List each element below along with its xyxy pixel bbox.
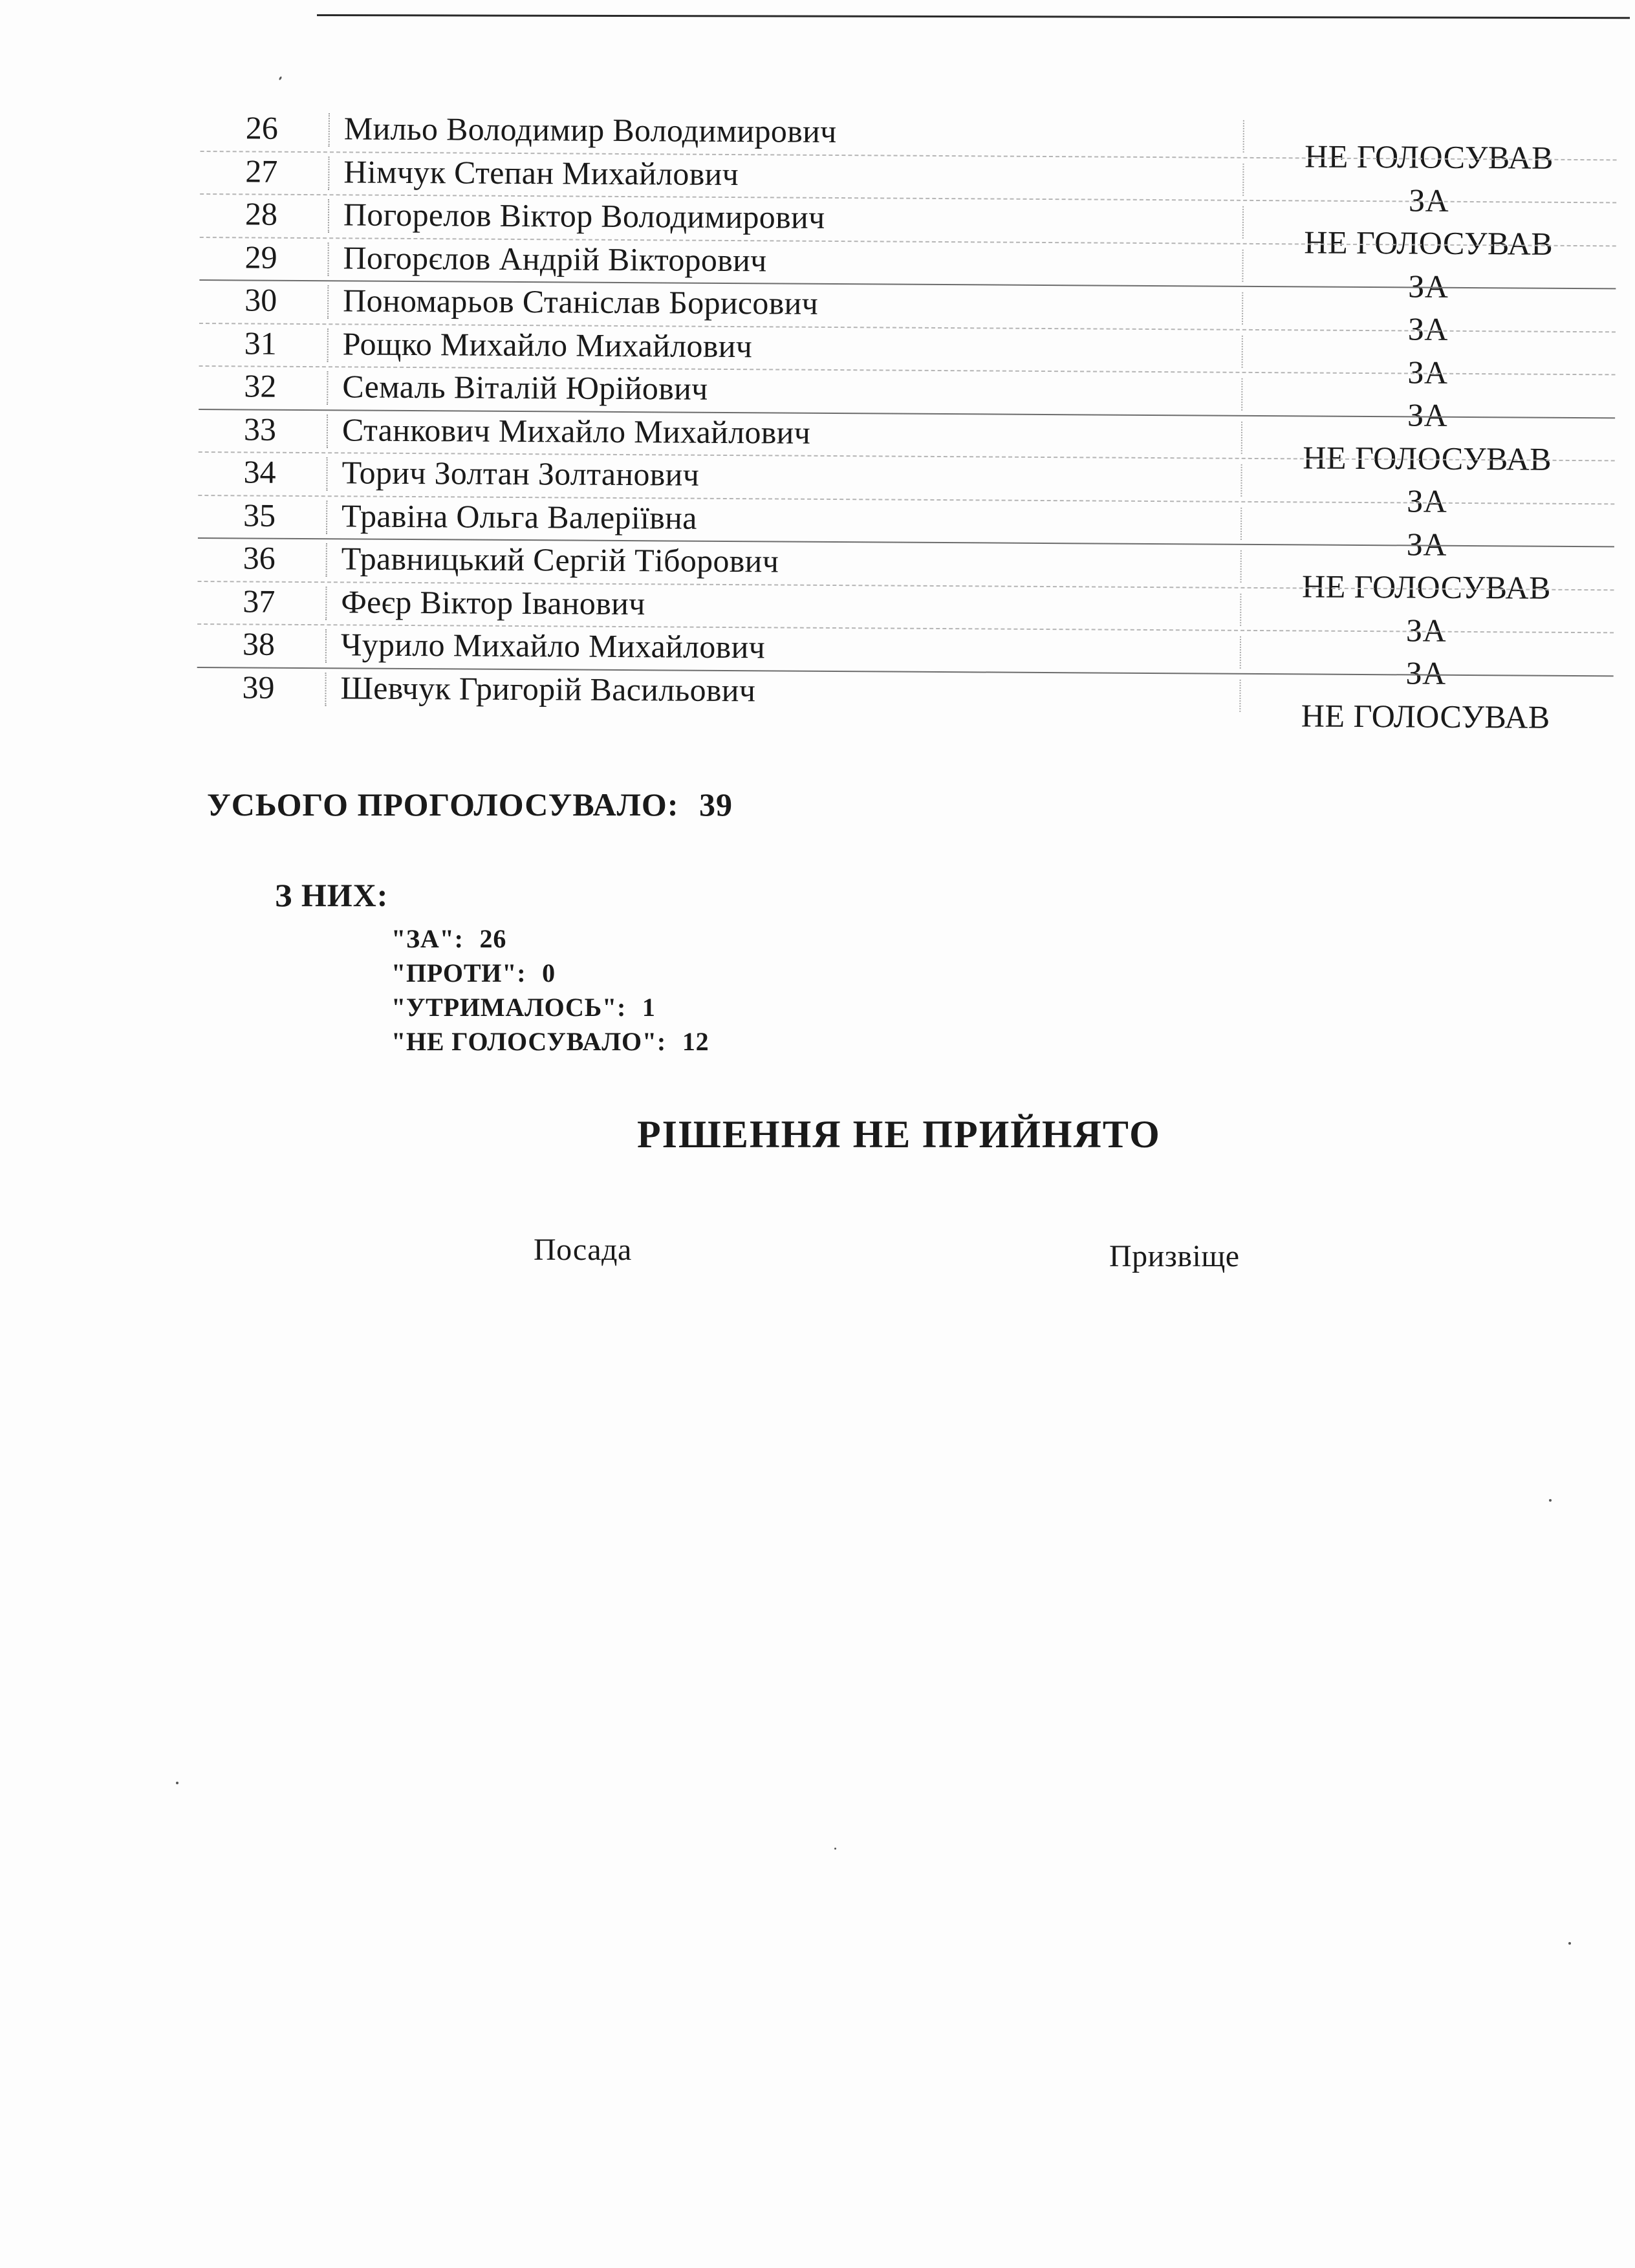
row-number: 31: [244, 324, 277, 362]
vote-result: ЗА: [1407, 482, 1447, 519]
column-divider: [325, 673, 326, 706]
vote-result: ЗА: [1407, 353, 1448, 391]
column-divider: [325, 587, 327, 620]
deputy-name: Феєр Віктор Іванович: [341, 583, 645, 621]
deputy-name: Мильо Володимир Володимирович: [343, 110, 837, 150]
row-number: 27: [245, 152, 278, 189]
column-divider: [1242, 292, 1243, 325]
row-number: 26: [245, 109, 278, 146]
breakdown-value: 1: [642, 993, 656, 1022]
column-divider: [326, 457, 327, 491]
row-number: 34: [243, 453, 276, 490]
top-rule: [317, 14, 1630, 19]
vote-result: ЗА: [1405, 654, 1446, 691]
row-number: 29: [244, 238, 277, 275]
deputy-name: Семаль Віталій Юрійович: [342, 368, 708, 407]
deputy-name: Чурило Михайло Михайлович: [340, 626, 766, 665]
breakdown-value: 0: [542, 958, 556, 988]
breakdown-label: "УТРИМАЛОСЬ":: [391, 993, 627, 1022]
deputy-name: Погорєлов Андрій Вікторович: [343, 239, 767, 278]
row-number: 33: [243, 410, 277, 448]
row-number: 37: [243, 582, 276, 620]
vote-result: ЗА: [1406, 525, 1447, 563]
vote-result: НЕ ГОЛОСУВАВ: [1304, 224, 1554, 262]
column-divider: [329, 113, 330, 147]
breakdown-list: [391, 922, 709, 1059]
breakdown-item-abstained: [391, 990, 709, 1024]
scan-speck: [1549, 1499, 1552, 1502]
vote-result: НЕ ГОЛОСУВАВ: [1305, 138, 1554, 176]
row-number: 28: [244, 195, 278, 232]
column-divider: [1241, 378, 1242, 411]
column-divider: [1239, 679, 1240, 711]
table-row: [197, 667, 1613, 735]
vote-result: НЕ ГОЛОСУВАВ: [1301, 568, 1552, 606]
vote-result: ЗА: [1408, 181, 1449, 219]
column-divider: [327, 243, 329, 276]
breakdown-title: З НИХ:: [275, 877, 389, 913]
deputy-name: Рощко Михайло Михайлович: [342, 325, 753, 364]
breakdown-item-against: [391, 956, 709, 990]
breakdown-label: "НЕ ГОЛОСУВАЛО":: [391, 1027, 666, 1056]
vote-result: НЕ ГОЛОСУВАВ: [1303, 438, 1552, 477]
position-label: Посада: [534, 1233, 632, 1267]
column-divider: [326, 543, 327, 577]
breakdown-label: "ЗА":: [391, 924, 464, 953]
row-number: 39: [242, 668, 275, 706]
breakdown-item-for: [391, 922, 709, 956]
column-divider: [1242, 249, 1243, 281]
breakdown-value: 12: [682, 1027, 709, 1056]
column-divider: [1240, 550, 1242, 583]
column-divider: [1240, 636, 1241, 669]
deputy-name: Травіна Ольга Валеріївна: [341, 497, 697, 536]
deputy-name: Німчук Степан Михайлович: [343, 153, 739, 192]
column-divider: [327, 415, 328, 448]
deputy-name: Торич Золтан Золтанович: [341, 454, 700, 493]
surname-label: Призвіще: [1109, 1239, 1240, 1273]
total-voted: [207, 786, 733, 823]
column-divider: [1242, 163, 1244, 195]
column-divider: [1243, 120, 1244, 153]
deputy-name: Погорелов Віктор Володимирович: [343, 196, 825, 235]
column-divider: [327, 329, 329, 362]
row-number: 35: [243, 496, 276, 534]
column-divider: [328, 157, 329, 190]
breakdown-label: "ПРОТИ":: [391, 958, 526, 988]
deputy-name: Шевчук Григорій Васильович: [340, 669, 756, 708]
scan-speck: [176, 1782, 179, 1784]
row-number: 30: [244, 281, 277, 318]
decision-heading: РІШЕННЯ НЕ ПРИЙНЯТО: [637, 1113, 1161, 1156]
deputy-name: Станкович Михайло Михайлович: [341, 411, 811, 451]
column-divider: [1240, 507, 1242, 539]
column-divider: [1242, 335, 1243, 367]
vote-result: ЗА: [1408, 267, 1449, 305]
column-divider: [1240, 593, 1241, 625]
scan-speck: [834, 1848, 836, 1850]
column-divider: [327, 371, 328, 405]
deputy-name: Пономарьов Станіслав Борисович: [343, 282, 819, 321]
column-divider: [1242, 206, 1244, 239]
deputy-name: Травницький Сергій Тіборович: [341, 540, 779, 579]
scan-speck: [1568, 1942, 1571, 1945]
column-divider: [326, 501, 327, 534]
row-number: 38: [242, 625, 276, 662]
vote-result: ЗА: [1407, 396, 1448, 433]
scan-speck: [279, 76, 283, 81]
column-divider: [1241, 421, 1242, 453]
column-divider: [327, 285, 329, 319]
column-divider: [328, 199, 329, 233]
column-divider: [325, 629, 327, 663]
total-voted-value: 39: [698, 786, 733, 823]
total-voted-label: УСЬОГО ПРОГОЛОСУВАЛО:: [207, 786, 679, 823]
vote-result: ЗА: [1407, 310, 1449, 347]
breakdown-value: 26: [479, 924, 507, 953]
row-number: 32: [244, 367, 277, 404]
vote-table: [197, 109, 1617, 735]
breakdown-item-not-voted: [391, 1024, 709, 1059]
row-number: 36: [243, 539, 276, 576]
column-divider: [1240, 464, 1242, 497]
vote-result: ЗА: [1405, 611, 1447, 649]
vote-result: НЕ ГОЛОСУВАВ: [1301, 697, 1550, 735]
